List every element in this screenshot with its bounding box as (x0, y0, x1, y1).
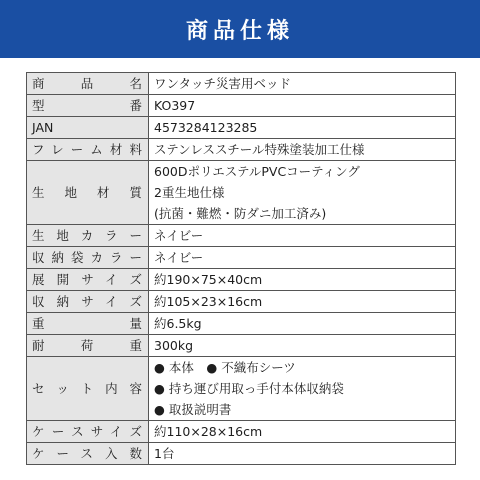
spec-label-cell (27, 313, 149, 335)
spec-label-cell (27, 335, 149, 357)
spec-row (27, 73, 456, 95)
spec-label-cell (27, 225, 149, 247)
spec-label-cell (27, 161, 149, 225)
spec-value-cell (149, 443, 456, 465)
page-title: 商品仕様 (185, 18, 294, 44)
spec-value: 4573284123285 (154, 120, 258, 135)
spec-label: JAN (32, 120, 54, 135)
spec-row (27, 443, 456, 465)
spec-label-cell (27, 443, 149, 465)
spec-value: 300kg (154, 338, 194, 353)
spec-label-cell (27, 291, 149, 313)
spec-row (27, 421, 456, 443)
spec-label-cell (27, 139, 149, 161)
spec-value: 2重生地仕様 (154, 185, 225, 200)
spec-value: ワンタッチ災害用ベッド (154, 76, 292, 91)
spec-label: 重量 (32, 316, 142, 331)
spec-value: ステンレススチール特殊塗装加工仕様 (154, 142, 365, 157)
spec-row (27, 225, 456, 247)
spec-label: ケース入数 (32, 446, 142, 461)
spec-value-cell (149, 421, 456, 443)
spec-label-cell (27, 95, 149, 117)
spec-label: 収納サイズ (32, 294, 142, 309)
spec-row (27, 139, 456, 161)
spec-label-cell (27, 357, 149, 421)
spec-row (27, 269, 456, 291)
spec-row (27, 95, 456, 117)
spec-label: 商品名 (32, 76, 142, 91)
spec-table-body (27, 73, 456, 465)
spec-value-cell (149, 225, 456, 247)
spec-row (27, 247, 456, 269)
spec-value-cell (149, 247, 456, 269)
spec-label: セット内容 (32, 381, 142, 396)
spec-label: 収納袋カラー (32, 250, 142, 265)
spec-label-cell (27, 269, 149, 291)
spec-value: 約105×23×16cm (154, 294, 263, 309)
spec-label: 型番 (32, 98, 142, 113)
spec-value: KO397 (154, 98, 196, 113)
spec-value-cell (149, 357, 456, 421)
spec-label: 生地材質 (32, 185, 142, 200)
spec-row (27, 357, 456, 421)
spec-value: 約110×28×16cm (154, 424, 263, 439)
spec-value-cell (149, 269, 456, 291)
spec-value-cell (149, 95, 456, 117)
spec-label-cell (27, 247, 149, 269)
spec-value: 約190×75×40cm (154, 272, 263, 287)
spec-label-cell (27, 73, 149, 95)
spec-row (27, 335, 456, 357)
spec-label: 展開サイズ (32, 272, 142, 287)
spec-value: ネイビー (154, 228, 204, 243)
spec-label: ケースサイズ (32, 424, 142, 439)
spec-value: ● 持ち運び用取っ手付本体収納袋 (154, 381, 344, 396)
spec-value-cell (149, 73, 456, 95)
spec-value: ● 本体 ● 不織布シーツ (154, 360, 296, 375)
spec-value-cell (149, 139, 456, 161)
spec-value: (抗菌・難燃・防ダニ加工済み) (154, 206, 327, 221)
spec-label: 生地カラー (32, 228, 142, 243)
spec-value: 600DポリエステルPVCコーティング (154, 164, 360, 179)
spec-row (27, 313, 456, 335)
spec-row (27, 161, 456, 225)
spec-row (27, 291, 456, 313)
spec-value: 1台 (154, 446, 175, 461)
spec-value-cell (149, 313, 456, 335)
spec-value: ● 取扱説明書 (154, 402, 232, 417)
spec-label: フレーム材料 (32, 142, 142, 157)
spec-value-cell (149, 335, 456, 357)
spec-value-cell (149, 161, 456, 225)
spec-label-cell (27, 421, 149, 443)
spec-table (26, 72, 456, 465)
spec-value-cell (149, 291, 456, 313)
spec-value: 約6.5kg (154, 316, 202, 331)
spec-row (27, 117, 456, 139)
spec-value-cell (149, 117, 456, 139)
spec-label: 耐荷重 (32, 338, 142, 353)
spec-value: ネイビー (154, 250, 204, 265)
spec-label-cell (27, 117, 149, 139)
header-banner (0, 0, 480, 58)
